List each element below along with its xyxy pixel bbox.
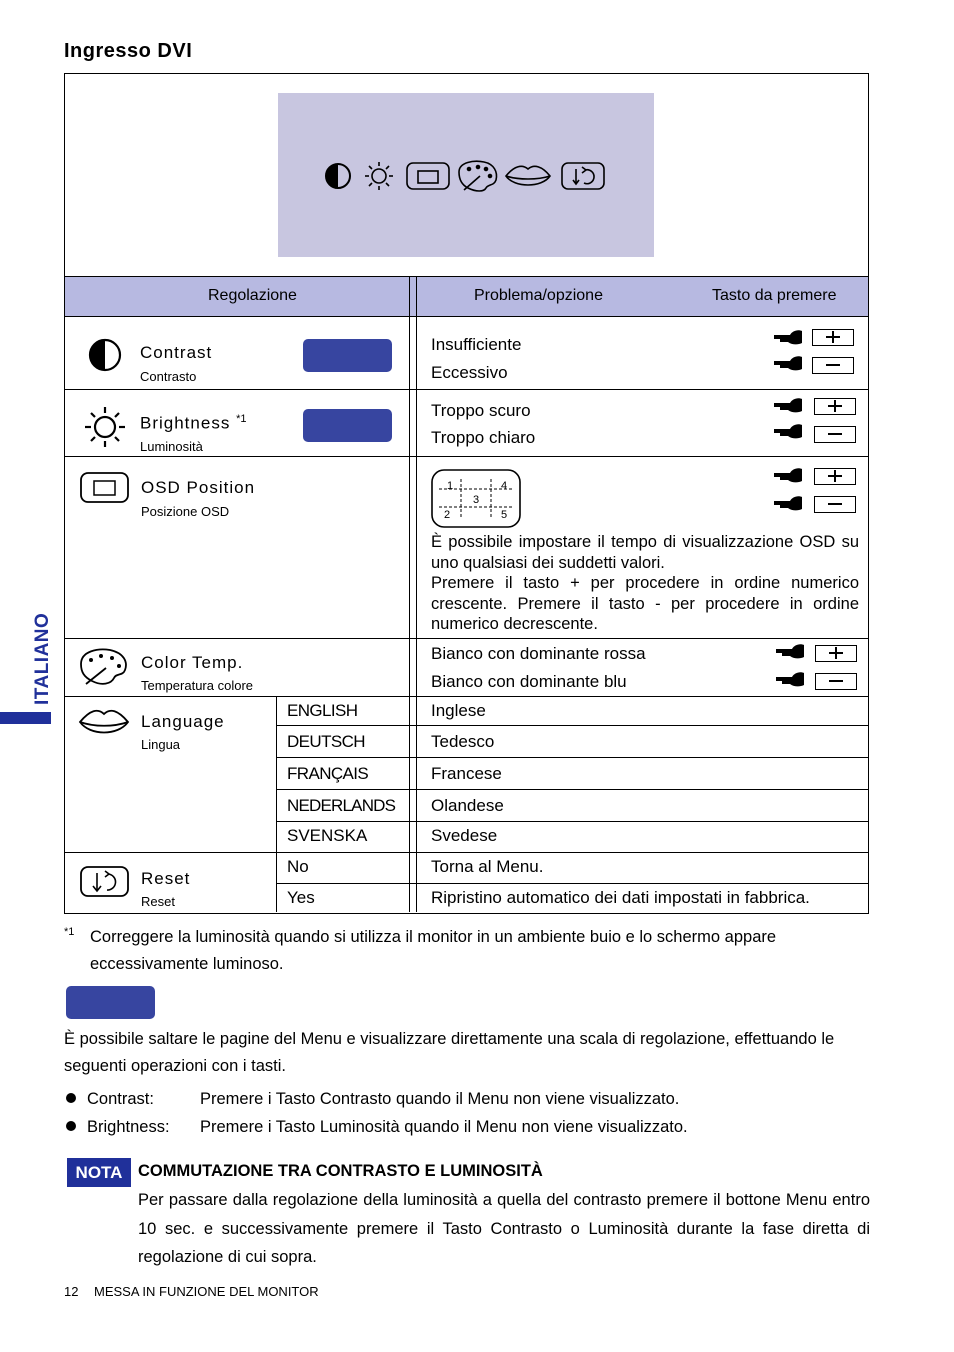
contrast-label: Contrast (140, 343, 213, 362)
minus-key-icon (814, 426, 856, 443)
contrast-sublabel: Contrasto (140, 369, 197, 384)
footer-section: MESSA IN FUNZIONE DEL MONITOR (94, 1284, 319, 1299)
brightness-opt1: Troppo scuro (431, 401, 531, 420)
grid-pos-2: 2 (444, 509, 451, 521)
lang-nederlands[interactable]: NEDERLANDS (287, 796, 396, 815)
osd-label: OSD Position (141, 478, 256, 497)
plus-key-icon (812, 329, 854, 346)
side-tab-label: ITALIANO (32, 612, 53, 705)
osd-desc-1: È possibile impostare il tempo di visualizzazione OSD su uno qualsiasi dei suddetti valori. (431, 533, 859, 572)
footnote-mark: *1 (64, 926, 75, 938)
hand-pointer-icon (776, 644, 804, 658)
minus-key-icon (814, 496, 856, 513)
reset-yes-desc: Ripristino automatico dei dati impostati in fabbrica. (431, 888, 810, 907)
contrast-row-icon (88, 338, 122, 372)
color-temp-sublabel: Temperatura colore (141, 678, 253, 693)
lang-francais-desc: Francese (431, 764, 502, 783)
reset-row-icon (80, 866, 130, 898)
plus-key-icon (814, 468, 856, 485)
language-label: Language (141, 712, 225, 731)
reset-yes[interactable]: Yes (287, 888, 315, 907)
hand-pointer-icon (774, 398, 802, 412)
contrast-key-button[interactable] (303, 339, 392, 372)
nota-text: Per passare dalla regolazione della luminosità a quella del contrasto premere il bottone Menu entro 10 sec. e successivamente premere il Tasto Contrasto o Luminosità durante la fase diretta di regolazione di cui sopra. (138, 1191, 870, 1266)
language-icon (506, 166, 550, 185)
brightness-label: Brightness $^{*1}$ (140, 413, 247, 433)
contrast-opt2: Eccessivo (431, 363, 508, 382)
bullet-text-contrast: Premere i Tasto Contrasto quando il Menu non viene visualizzato. (200, 1090, 680, 1108)
plus-key-icon (814, 398, 856, 415)
bullet-icon (66, 1093, 76, 1103)
color-temp-label: Color Temp. (141, 653, 244, 672)
osd-menu-preview (278, 93, 654, 257)
hand-pointer-icon (776, 672, 804, 686)
footnote-text: Correggere la luminosità quando si utilizza il monitor in un ambiente buio e lo schermo appare eccessivamente luminoso. (90, 928, 777, 973)
reset-sublabel: Reset (141, 894, 175, 909)
osd-position-grid-icon (431, 469, 521, 529)
bullet-term-brightness: Brightness: (87, 1118, 170, 1136)
contrast-opt1: Insufficiente (431, 335, 522, 354)
language-sublabel: Lingua (141, 737, 181, 752)
nota-heading: COMMUTAZIONE TRA CONTRASTO E LUMINOSITÀ (138, 1162, 543, 1180)
lang-svenska[interactable]: SVENSKA (287, 826, 368, 845)
lang-deutsch-desc: Tedesco (431, 732, 495, 751)
lang-francais[interactable]: FRANÇAIS (287, 764, 369, 783)
osd-desc-2: Premere il tasto + per procedere in ordine numerico crescente. Premere il tasto - per procedere in ordine numerico decrescente. (431, 574, 859, 633)
reset-no[interactable]: No (287, 857, 309, 876)
bullet-term-contrast: Contrast: (87, 1090, 154, 1108)
minus-key-icon (812, 357, 854, 374)
brightness-opt2: Troppo chiaro (431, 428, 536, 447)
reset-no-desc: Torna al Menu. (431, 857, 544, 876)
header-regolazione: Regolazione (208, 287, 297, 304)
lang-deutsch[interactable]: DEUTSCH (287, 732, 365, 751)
header-problema: Problema/opzione (474, 287, 603, 304)
grid-pos-3: 3 (473, 494, 480, 506)
reset-icon (562, 163, 604, 189)
shortcut-intro: È possibile saltare le pagine del Menu e visualizzare direttamente una scala di regolazione, effettuando le seguenti operazioni con i tasti. (64, 1030, 835, 1075)
lang-nederlands-desc: Olandese (431, 796, 504, 815)
color-temp-opt1: Bianco con dominante rossa (431, 644, 646, 663)
osd-position-row-icon (80, 472, 130, 504)
minus-key-icon (815, 673, 857, 690)
nota-badge: NOTA (67, 1158, 131, 1187)
brightness-sublabel: Luminosità (140, 439, 203, 454)
grid-pos-4: 4 (501, 480, 508, 492)
brightness-row-icon (84, 406, 126, 448)
contrast-icon (326, 164, 350, 188)
reset-label: Reset (141, 869, 191, 888)
bullet-text-brightness: Premere i Tasto Luminosità quando il Menu non viene visualizzato. (200, 1118, 688, 1136)
footnote-mark: *1 (236, 413, 247, 425)
lang-svenska-desc: Svedese (431, 826, 498, 845)
hand-pointer-icon (774, 330, 802, 344)
footer-page-number: 12 (64, 1284, 79, 1299)
hand-pointer-icon (774, 424, 802, 438)
lang-english[interactable]: ENGLISH (287, 701, 358, 720)
grid-pos-5: 5 (501, 509, 508, 521)
header-tasto: Tasto da premere (712, 287, 837, 304)
language-row-icon (78, 706, 130, 740)
bullet-icon (66, 1121, 76, 1131)
hand-pointer-icon (774, 468, 802, 482)
osd-sublabel: Posizione OSD (141, 504, 230, 519)
color-temp-icon (459, 161, 497, 191)
color-temp-opt2: Bianco con dominante blu (431, 672, 627, 691)
color-temp-row-icon (78, 646, 130, 688)
grid-pos-1: 1 (447, 480, 454, 492)
side-tab-bar (0, 712, 51, 724)
shortcut-key-button[interactable] (66, 986, 155, 1019)
osd-position-icon (407, 163, 449, 189)
brightness-icon (365, 162, 393, 190)
plus-key-icon (815, 645, 857, 662)
hand-pointer-icon (774, 356, 802, 370)
osd-icons-strip (278, 93, 654, 257)
hand-pointer-icon (774, 496, 802, 510)
lang-english-desc: Inglese (431, 701, 486, 720)
brightness-key-button[interactable] (303, 409, 392, 442)
page-title: Ingresso DVI (64, 40, 193, 62)
